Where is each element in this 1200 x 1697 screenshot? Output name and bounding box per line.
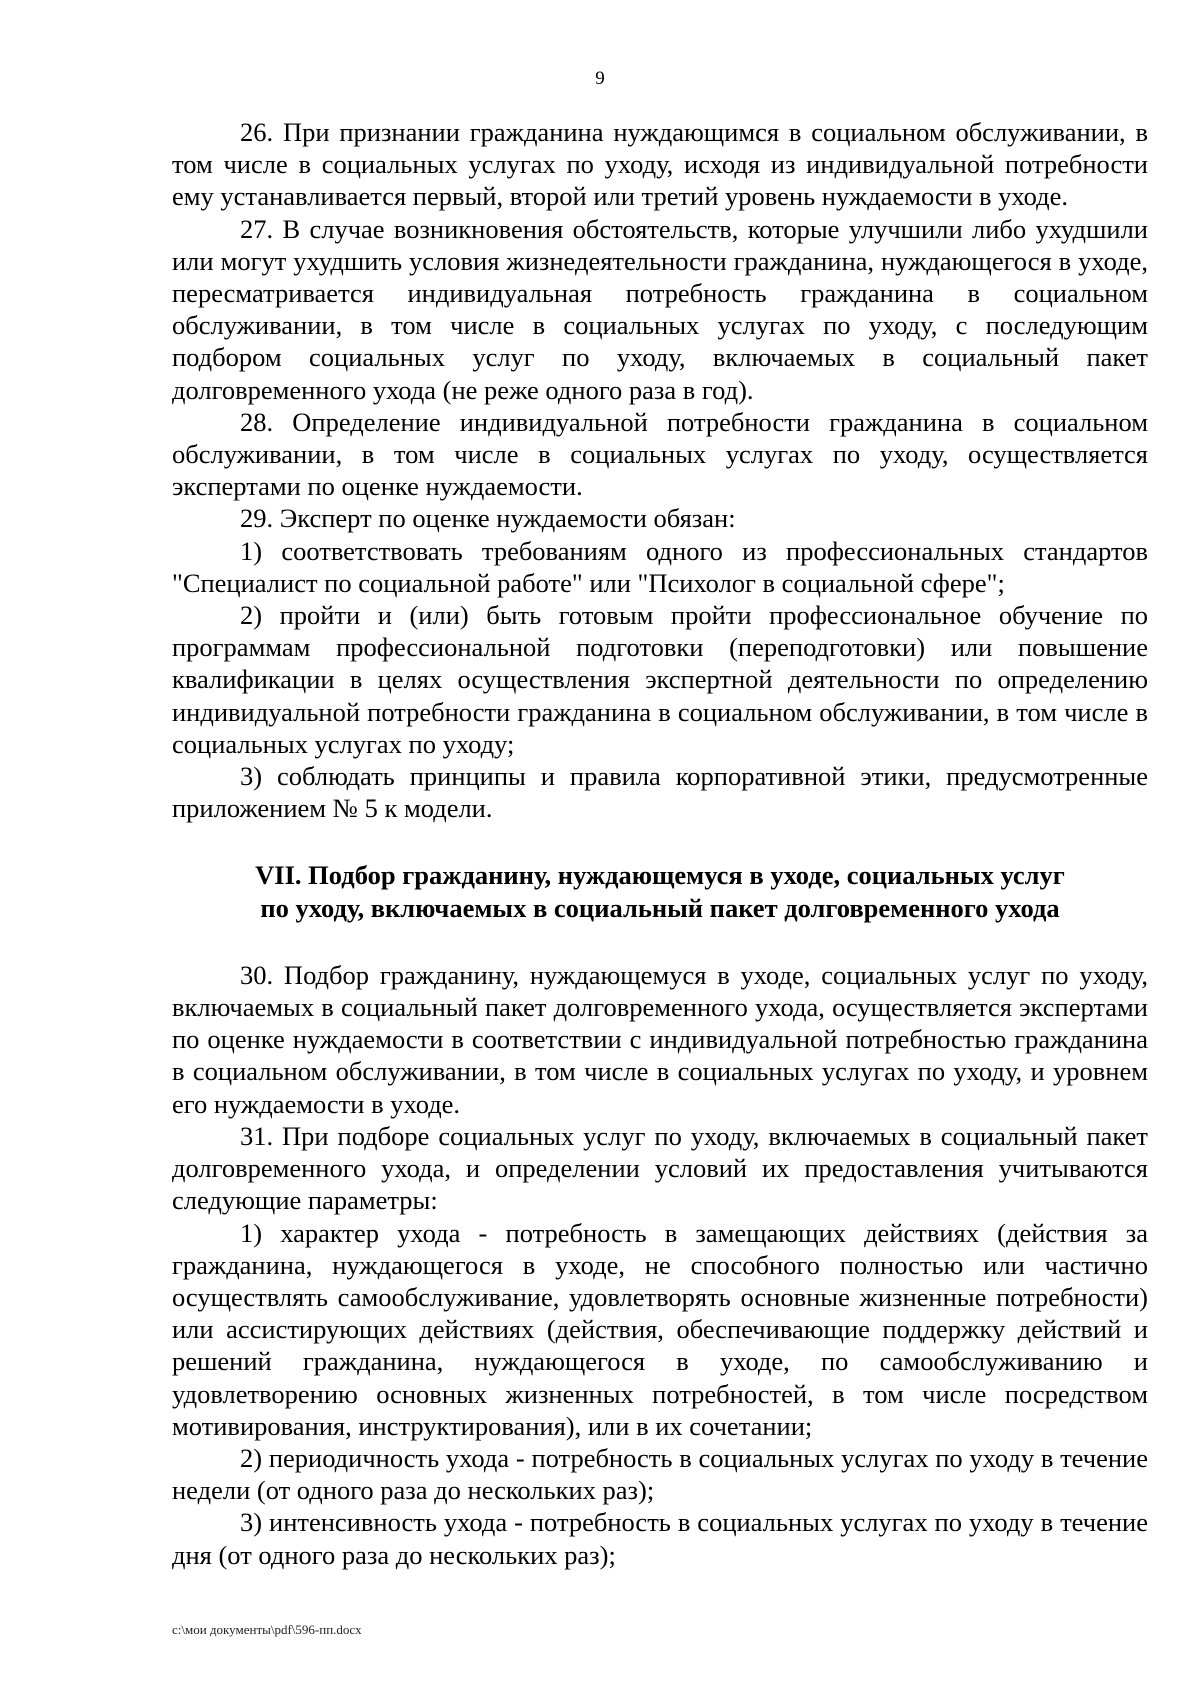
spacer <box>172 824 1148 859</box>
paragraph-29-item-2: 2) пройти и (или) быть готовым пройти профессиональное обучение по программам профессиональной подготовки (переподготовки) или повышение квалификации в целях осуществления экспертной деятельности по определению индивидуальной потребности гражданина в социальном обслуживании, в том числе в социальных услугах по уходу; <box>172 600 1148 759</box>
paragraph-29: 29. Эксперт по оценке нуждаемости обязан: <box>240 503 736 534</box>
spacer <box>172 924 1148 959</box>
section-heading-line-1: VII. Подбор гражданину, нуждающемуся в уходе, социальных услуг <box>255 860 1065 891</box>
paragraph-28: 28. Определение индивидуальной потребности гражданина в социальном обслуживании, в том числе в социальных услугах по уходу, осуществляется экспертами по оценке нуждаемости. <box>172 406 1148 502</box>
paragraph-29-item-1: 1) соответствовать требованиям одного из профессиональных стандартов "Специалист по социальной работе" или "Психолог в социальной сфере"; <box>172 535 1148 598</box>
paragraph-31-item-2: 2) периодичность ухода - потребность в социальных услугах по уходу в течение недели (от одного раза до нескольких раз); <box>172 1442 1148 1506</box>
paragraph-31-item-1: 1) характер ухода - потребность в замещающих действиях (действия за гражданина, нуждающегося в уходе, не способного полностью или частично осуществлять самообслуживание, удовлетворять основные жизненные потребности) или ассистирующих действиях (действия, обеспечивающие поддержку действий и решений гражданина, нуждающегося в уходе, по самообслуживанию и удовлетворению основных жизненных потребностей, в том числе посредством мотивирования, инструктирования), или в их сочетании; <box>172 1217 1148 1441</box>
footer-file-path: c:\мои документы\pdf\596-пп.docx <box>172 1622 362 1637</box>
paragraph-27: 27. В случае возникновения обстоятельств, которые улучшили либо ухудшили или могут ухудшить условия жизнедеятельности гражданина, нуждающегося в уходе, пересматривается индивидуальная потребность гражданина в социальном обслуживании, в том числе в социальных услугах по уходу, с последующим подбором социальных услуг по уходу, включаемых в социальный пакет долговременного ухода (не реже одного раза в год). <box>172 213 1148 405</box>
section-heading-line-2: по уходу, включаемых в социальный пакет долговременного ухода <box>260 892 1060 923</box>
document-body <box>172 116 1148 1571</box>
paragraph-29-item-3: 3) соблюдать принципы и правила корпоративной этики, предусмотренные приложением № 5 к модели. <box>172 761 1148 824</box>
paragraph-26: 26. При признании гражданина нуждающимся в социальном обслуживании, в том числе в социальных услугах по уходу, исходя из индивидуальной потребности ему устанавливается первый, второй или третий уровень нуждаемости в уходе. <box>172 117 1148 212</box>
paragraph-30: 30. Подбор гражданину, нуждающемуся в уходе, социальных услуг по уходу, включаемых в социальный пакет долговременного ухода, осуществляется экспертами по оценке нуждаемости в соответствии с индивидуальной потребностью гражданина в социальном обслуживании, в том числе в социальных услугах по уходу, и уровнем его нуждаемости в уходе. <box>172 959 1148 1119</box>
paragraph-31: 31. При подборе социальных услуг по уходу, включаемых в социальный пакет долговременного ухода, и определении условий их предоставления учитываются следующие параметры: <box>172 1120 1148 1216</box>
paragraph-31-item-3: 3) интенсивность ухода - потребность в социальных услугах по уходу в течение дня (от одного раза до нескольких раз); <box>172 1507 1148 1570</box>
page-number: 9 <box>595 68 605 89</box>
